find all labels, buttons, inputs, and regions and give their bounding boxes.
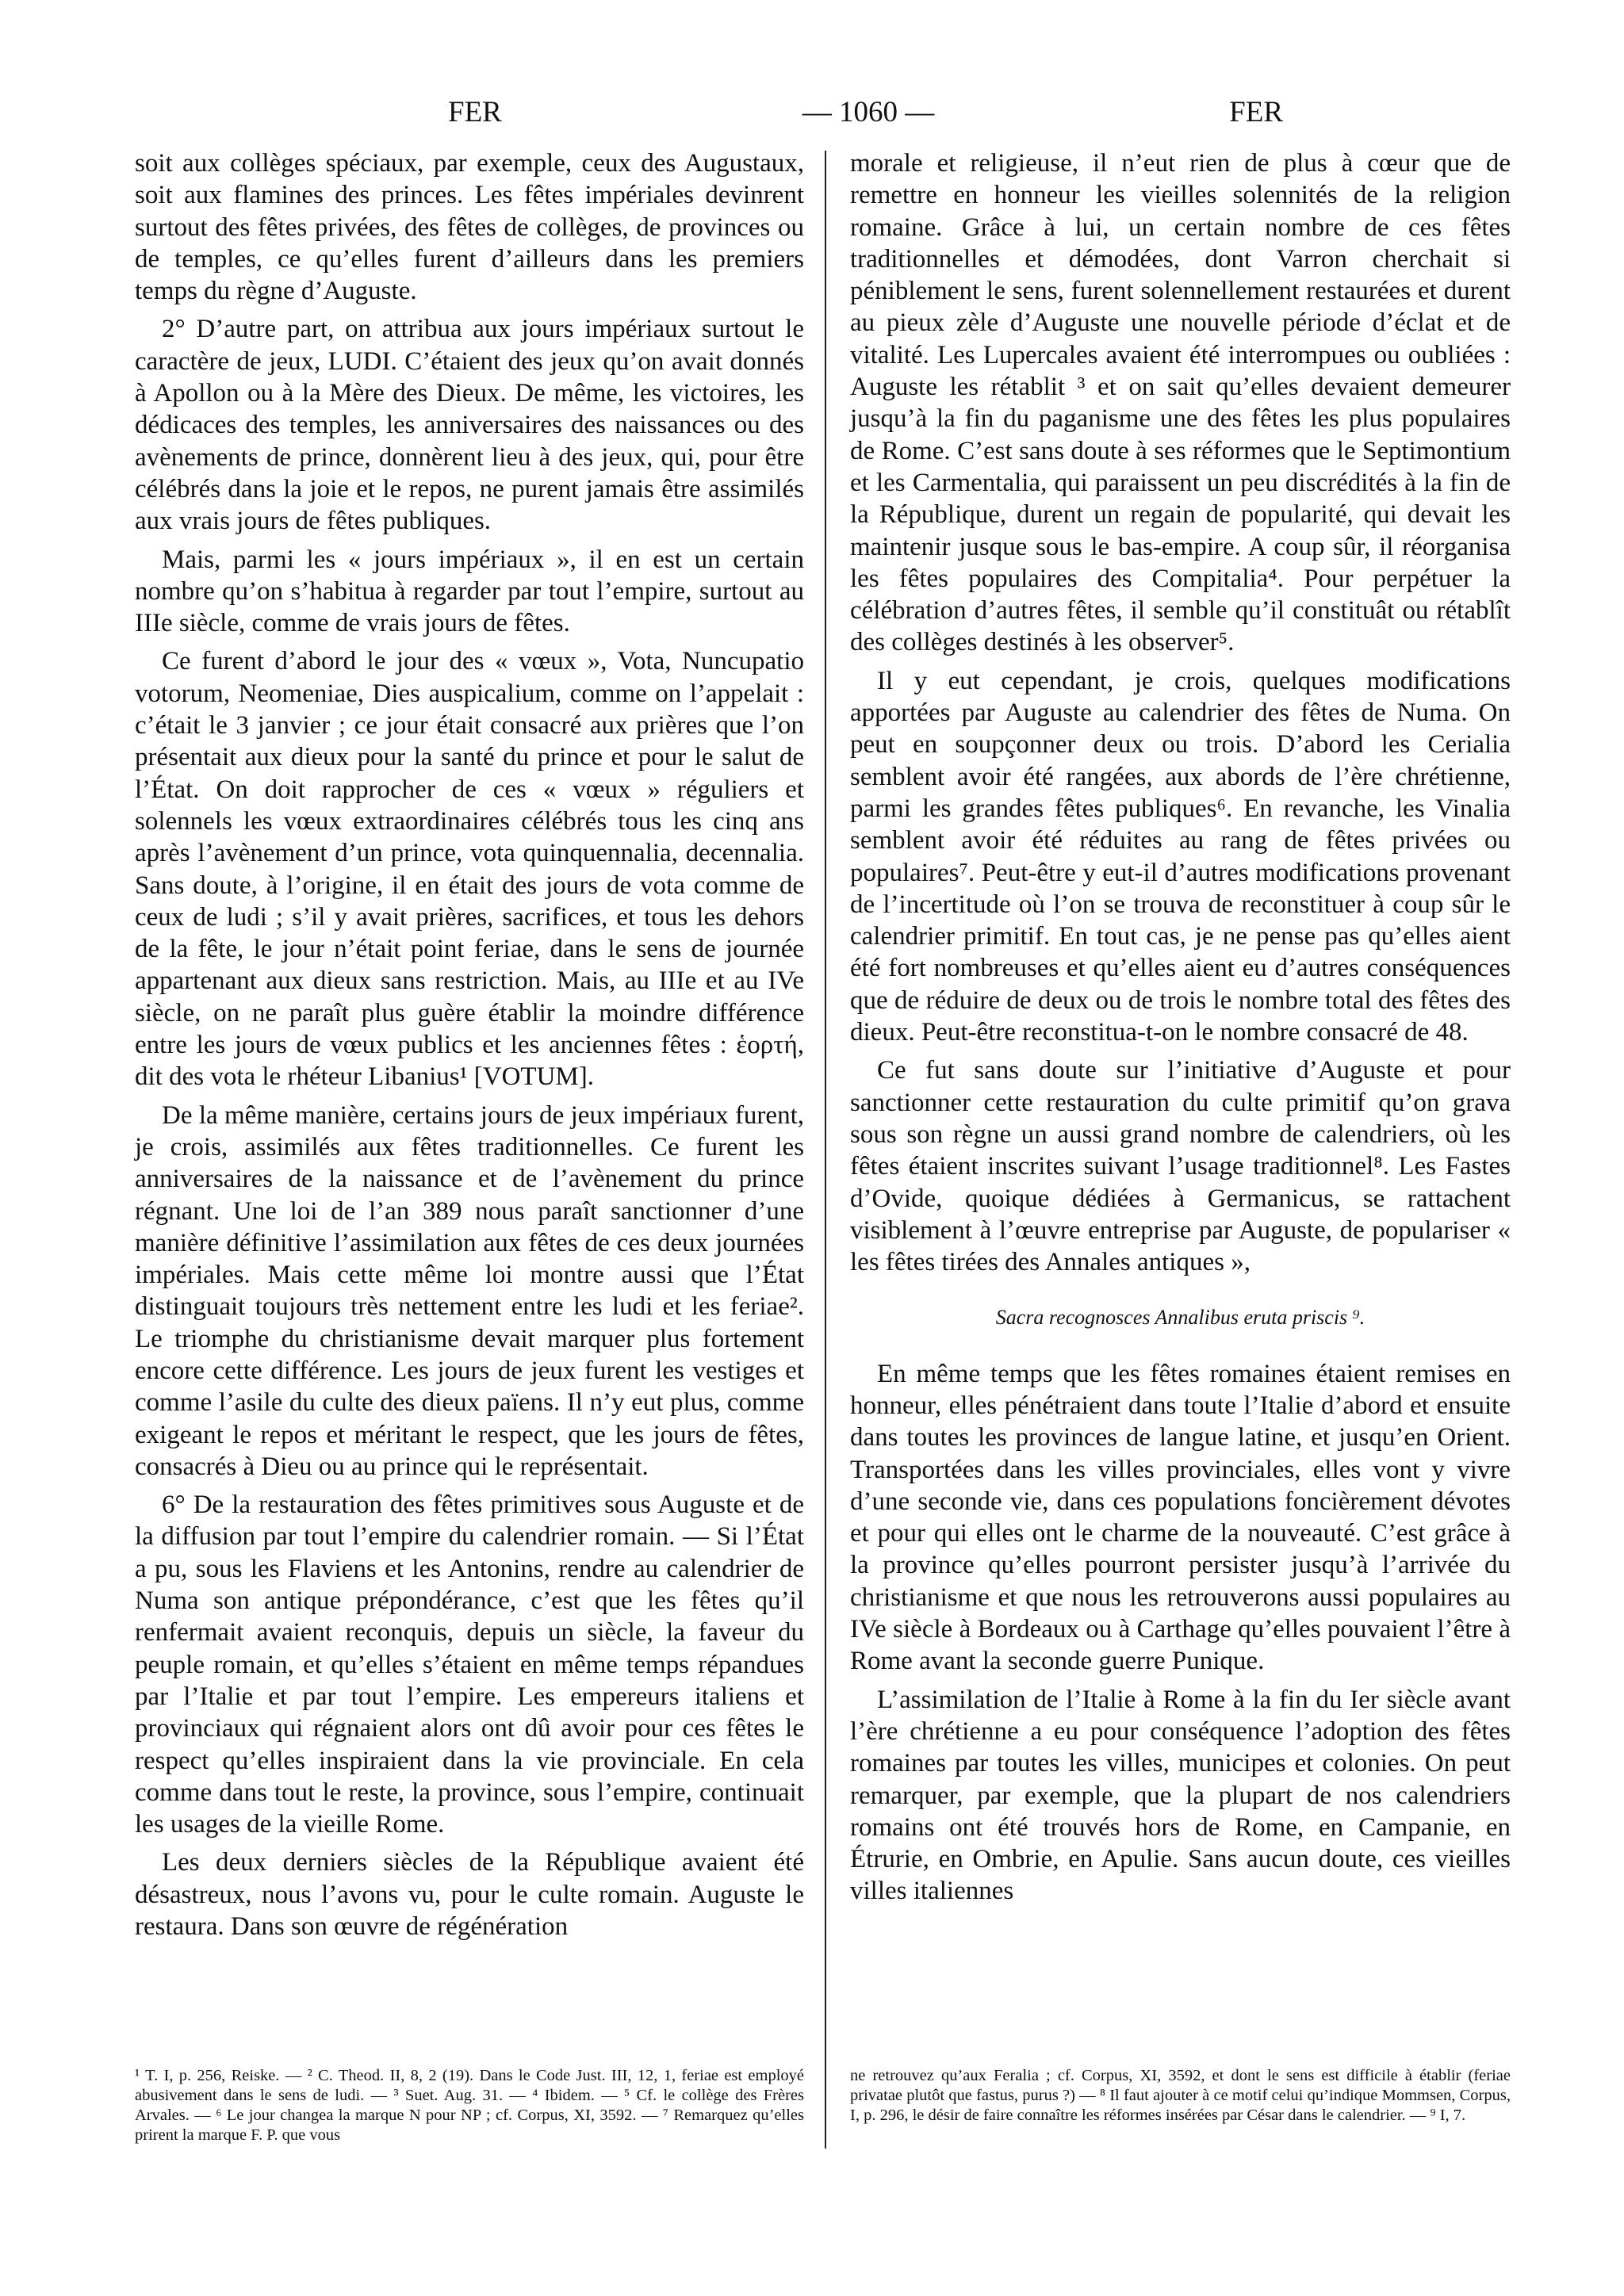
- paragraph: En même temps que les fêtes romaines étaient remises en honneur, elles pénétraient dans toute l’Italie d’abord et ensuite dans toutes les provinces de langue latine, et jusqu’en Orient. Transportées dans les villes provinciales, elles vont y vivre d’une seconde vie, dans ces populations foncièrement dévotes et pour qui elles ont le charme de la nouveauté. C’est grâce à la province qu’elles pourront persister jusqu’à l’arrivée du christianisme et que nous les retrouverons aussi populaires au IVe siècle à Bordeaux ou à Carthage qu’elles pouvaient l’être à Rome avant la seconde guerre Punique.: [850, 1359, 1511, 1676]
- header-left-keyword: FER: [448, 96, 502, 128]
- paragraph: 2° D’autre part, on attribua aux jours impériaux surtout le caractère de jeux, LUDI. C’étaient des jeux qu’on avait donnés à Apollon ou à la Mère des Dieux. De même, les victoires, les dédicaces des temples, les anniversaires des naissances ou des avènements de prince, donnèrent lieu à des jeux, qui, pour être célébrés dans la joie et le repos, ne purent jamais être assimilés aux vrais jours de fêtes publiques.: [135, 315, 804, 536]
- footnotes-left: ¹ T. I, p. 256, Reiske. — ² C. Theod. II, 8, 2 (19). Dans le Code Just. III, 12, 1, feriae est employé abusivement dans le sens de ludi. — ³ Suet. Aug. 31. — ⁴ Ibidem. — ⁵ Cf. le collège des Frères Arvales. — ⁶ Le jour changea la marque N pour NP ; cf. Corpus, XI, 3592. — ⁷ Remarquez qu’elles prirent la marque F. P. que vous: [135, 2067, 804, 2144]
- paragraph: De la même manière, certains jours de jeux impériaux furent, je crois, assimilés aux fêtes traditionnelles. Ce furent les anniversaires de la naissance et de l’avènement du prince régnant. Une loi de l’an 389 nous paraît sanctionner d’une manière définitive l’assimilation aux fêtes de ces deux journées impériales. Mais cette même loi montre aussi que l’État distinguait toujours très nettement entre les ludi et les feriae². Le triomphe du christianisme devait marquer plus fortement encore cette différence. Les jours de jeux furent les vestiges et comme l’asile du culte des dieux païens. Il n’y eut plus, comme exigeant le repos et méritant le respect, que les jours de fêtes, consacrés à Dieu ou au prince qui le représentait.: [135, 1100, 804, 1481]
- paragraph: soit aux collèges spéciaux, par exemple, ceux des Augustaux, soit aux flamines des princes. Les fêtes impériales devinrent surtout des fêtes privées, des fêtes de collèges, de provinces ou de temples, ce qu’elles furent d’ailleurs dans les premiers temps du règne d’Auguste.: [135, 149, 804, 306]
- verse-quotation: Sacra recognosces Annalibus eruta priscis ⁹.: [995, 1306, 1365, 1330]
- paragraph: Les deux derniers siècles de la République avaient été désastreux, nous l’avons vu, pour le culte romain. Auguste le restaura. Dans son œuvre de régénération: [135, 1848, 804, 1942]
- paragraph: Ce furent d’abord le jour des « vœux », Vota, Nuncupatio votorum, Neomeniae, Dies auspicalium, comme on l’appelait : c’était le 3 janvier ; ce jour était consacré aux prières que l’on présentait aux dieux pour la santé du prince et pour le salut de l’État. On doit rapprocher de ces « vœux » réguliers et solennels les vœux extraordinaires célébrés tous les cinq ans après l’avènement d’un prince, vota quinquennalia, decennalia. Sans doute, à l’origine, il en était des jours de vota comme de ceux de ludi ; s’il y avait prières, sacrifices, et tous les dehors de la fête, le jour n’était point feriae, dans le sens de journée appartenant aux dieux sans restriction. Mais, au IIIe et au IVe siècle, on ne paraît plus guère établir la moindre différence entre les jours de vœux publics et les anciennes fêtes : ἑορτή, dit des vota le rhéteur Libanius¹ [VOTUM].: [135, 647, 804, 1092]
- column-divider: [825, 151, 826, 2149]
- page-number: — 1060 —: [802, 96, 935, 128]
- running-header: [135, 95, 1489, 143]
- right-column: [850, 147, 1511, 1908]
- section-paragraph: 6° De la restauration des fêtes primitives sous Auguste et de la diffusion par tout l’empire du calendrier romain. — Si l’État a pu, sous les Flaviens et les Antonins, rendre au calendrier de Numa son antique prépondérance, c’est que les fêtes qu’il renfermait avaient reconquis, depuis un siècle, la faveur du peuple romain, et qu’elles s’étaient en même temps répandues par l’Italie et par tout l’empire. Les empereurs italiens et provinciaux qui régnaient alors ont dû avoir pour ces fêtes le respect qu’elles inspiraient dans la vie provinciale. En cela comme dans tout le reste, la province, sous l’empire, continuait les usages de la vieille Rome.: [135, 1490, 804, 1839]
- paragraph: Il y eut cependant, je crois, quelques modifications apportées par Auguste au calendrier des fêtes de Numa. On peut en soupçonner deux ou trois. D’abord les Cerialia semblent avoir été rangées, aux abords de l’ère chrétienne, parmi les grandes fêtes publiques⁶. En revanche, les Vinalia semblent avoir été réduites au rang de fêtes privées ou populaires⁷. Peut-être y eut-il d’autres modifications provenant de l’incertitude où l’on se trouva de reconstituer à coup sûr le calendrier primitif. En tout cas, je ne pense pas qu’elles aient été fort nombreuses et qu’elles aient eu d’autres conséquences que de réduire de deux ou de trois le nombre total des fêtes des dieux. Peut-être reconstitua-t-on le nombre consacré de 48.: [850, 666, 1511, 1047]
- left-column: [135, 147, 804, 1942]
- paragraph: L’assimilation de l’Italie à Rome à la fin du Ier siècle avant l’ère chrétienne a eu pour conséquence l’adoption des fêtes romaines par toutes les villes, municipes et colonies. On peut remarquer, par exemple, que la plupart de nos calendriers romains ont été trouvés hors de Rome, en Campanie, en Étrurie, en Ombrie, en Apulie. Sans aucun doute, ces vieilles villes italiennes: [850, 1685, 1511, 1906]
- paragraph: Ce fut sans doute sur l’initiative d’Auguste et pour sanctionner cette restauration du culte primitif qu’on grava sous son règne un aussi grand nombre de calendriers, où les fêtes étaient inscrites suivant l’usage traditionnel⁸. Les Fastes d’Ovide, quoique dédiées à Germanicus, se rattachent visiblement à l’œuvre entreprise par Auguste, de populariser « les fêtes tirées des Annales antiques »,: [850, 1056, 1511, 1277]
- paragraph: Mais, parmi les « jours impériaux », il en est un certain nombre qu’on s’habitua à regarder par tout l’empire, surtout au IIIe siècle, comme de vrais jours de fêtes.: [135, 545, 804, 638]
- paragraph: morale et religieuse, il n’eut rien de plus à cœur que de remettre en honneur les vieilles solennités de la religion romaine. Grâce à lui, un certain nombre de ces fêtes traditionnelles et démodées, dont Varron cherchait si péniblement le sens, furent solennellement restaurées et durent au pieux zèle d’Auguste une nouvelle période d’éclat et de vitalité. Les Lupercales avaient été interrompues ou oubliées : Auguste les rétablit ³ et on sait qu’elles devaient demeurer jusqu’à la fin du paganisme une des fêtes les plus populaires de Rome. C’est sans doute à ses réformes que le Septimontium et les Carmentalia, qui paraissent un peu discrédités à la fin de la République, durent un regain de popularité, qui devait les maintenir jusque sous le bas-empire. A coup sûr, il réorganisa les fêtes populaires des Compitalia⁴. Pour perpétuer la célébration d’autres fêtes, il semble qu’il constituât ou rétablît des collèges destinés à les observer⁵.: [850, 149, 1511, 657]
- footnotes-right: ne retrouvez qu’aux Feralia ; cf. Corpus, XI, 3592, et dont le sens est difficile à établir (feriae privatae plutôt que fastus, purus ?) — ⁸ Il faut ajouter à ce motif celui qu’indique Mommsen, Corpus, I, p. 296, le désir de faire connaître les réformes insérées par César dans le calendrier. — ⁹ I, 7.: [850, 2067, 1511, 2124]
- header-right-keyword: FER: [1229, 96, 1283, 128]
